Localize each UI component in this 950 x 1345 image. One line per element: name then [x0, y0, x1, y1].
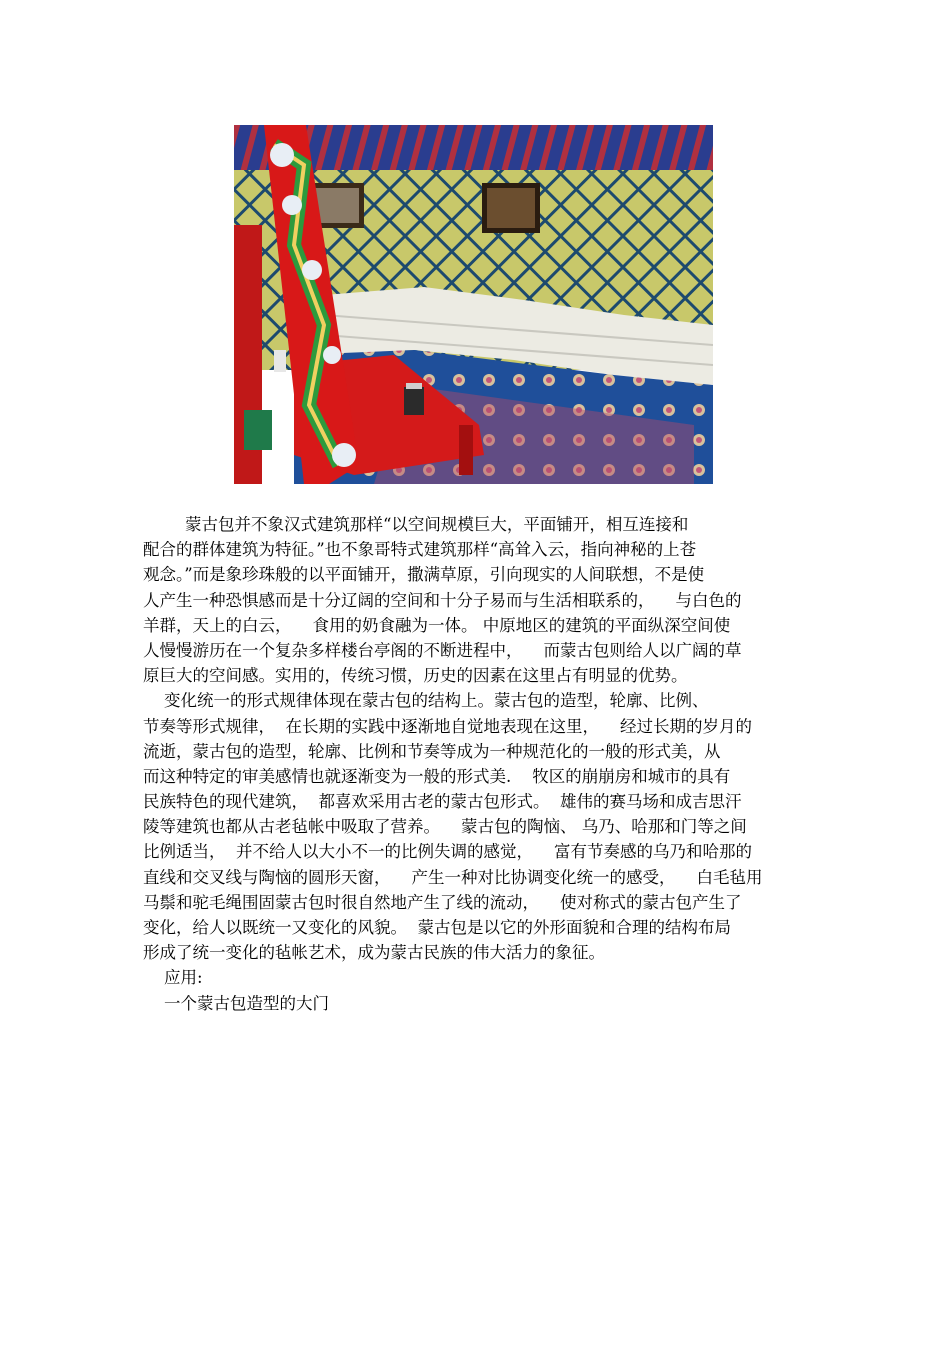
text-line: 直线和交叉线与陶恼的圆形天窗， 产生一种对比协调变化统一的感受， 白毛毡用 [143, 867, 763, 887]
text-line: 陵等建筑也都从古老毡帐中吸取了营养。 蒙古包的陶恼、 乌乃、哈那和门等之间 [143, 817, 747, 837]
text-line: 民族特色的现代建筑， 都喜欢采用古老的蒙古包形式。 雄伟的赛马场和成吉思汗 [143, 792, 742, 812]
text-line: 一个蒙古包造型的大门 [143, 993, 329, 1013]
text-line: 而这种特定的审美感情也就逐渐变为一般的形式美. 牧区的崩崩房和城市的具有 [143, 766, 731, 786]
text-line: 原巨大的空间感。实用的，传统习惯，历史的因素在这里占有明显的优势。 [143, 666, 688, 686]
text-line: 形成了统一变化的毡帐艺术，成为蒙古民族的伟大活力的象征。 [143, 943, 605, 963]
text-line: 羊群，天上的白云， 食用的奶食融为一体。 中原地区的建筑的平面纵深空间使 [143, 615, 731, 635]
text-line: 蒙古包并不象汉式建筑那样“以空间规模巨大，平面铺开，相互连接和 [143, 515, 689, 534]
text-line: 配合的群体建筑为特征。”也不象哥特式建筑那样“高耸入云，指向神秘的上苍 [143, 540, 697, 560]
article-body [143, 512, 823, 1016]
heading-application: 应用: [143, 968, 203, 988]
text-line: 比例适当， 并不给人以大小不一的比例失调的感觉， 富有节奏感的乌乃和哈那的 [143, 842, 752, 862]
text-line: 马鬃和驼毛绳围固蒙古包时很自然地产生了线的流动， 使对称式的蒙古包产生了 [143, 892, 742, 912]
text-line: 观念。”而是象珍珠般的以平面铺开，撒满草原，引向现实的人间联想，不是使 [143, 565, 705, 585]
text-line: 人慢慢游历在一个复杂多样楼台亭阁的不断进程中， 而蒙古包则给人以广阔的草 [143, 640, 742, 660]
text-line: 变化，给人以既统一又变化的风貌。 蒙古包是以它的外形面貌和合理的结构布局 [143, 918, 731, 937]
text-line: 变化统一的形式规律体现在蒙古包的结构上。蒙古包的造型，轮廓、比例、 [143, 691, 709, 711]
text-line: 流逝，蒙古包的造型，轮廓、比例和节奏等成为一种规范化的一般的形式美，从 [143, 741, 721, 761]
text-line: 节奏等形式规律， 在长期的实践中逐渐地自觉地表现在这里， 经过长期的岁月的 [143, 716, 752, 736]
yurt-interior-photo [234, 125, 713, 484]
text-line: 人产生一种恐惧感而是十分辽阔的空间和十分子易而与生活相联系的， 与白色的 [143, 590, 742, 610]
